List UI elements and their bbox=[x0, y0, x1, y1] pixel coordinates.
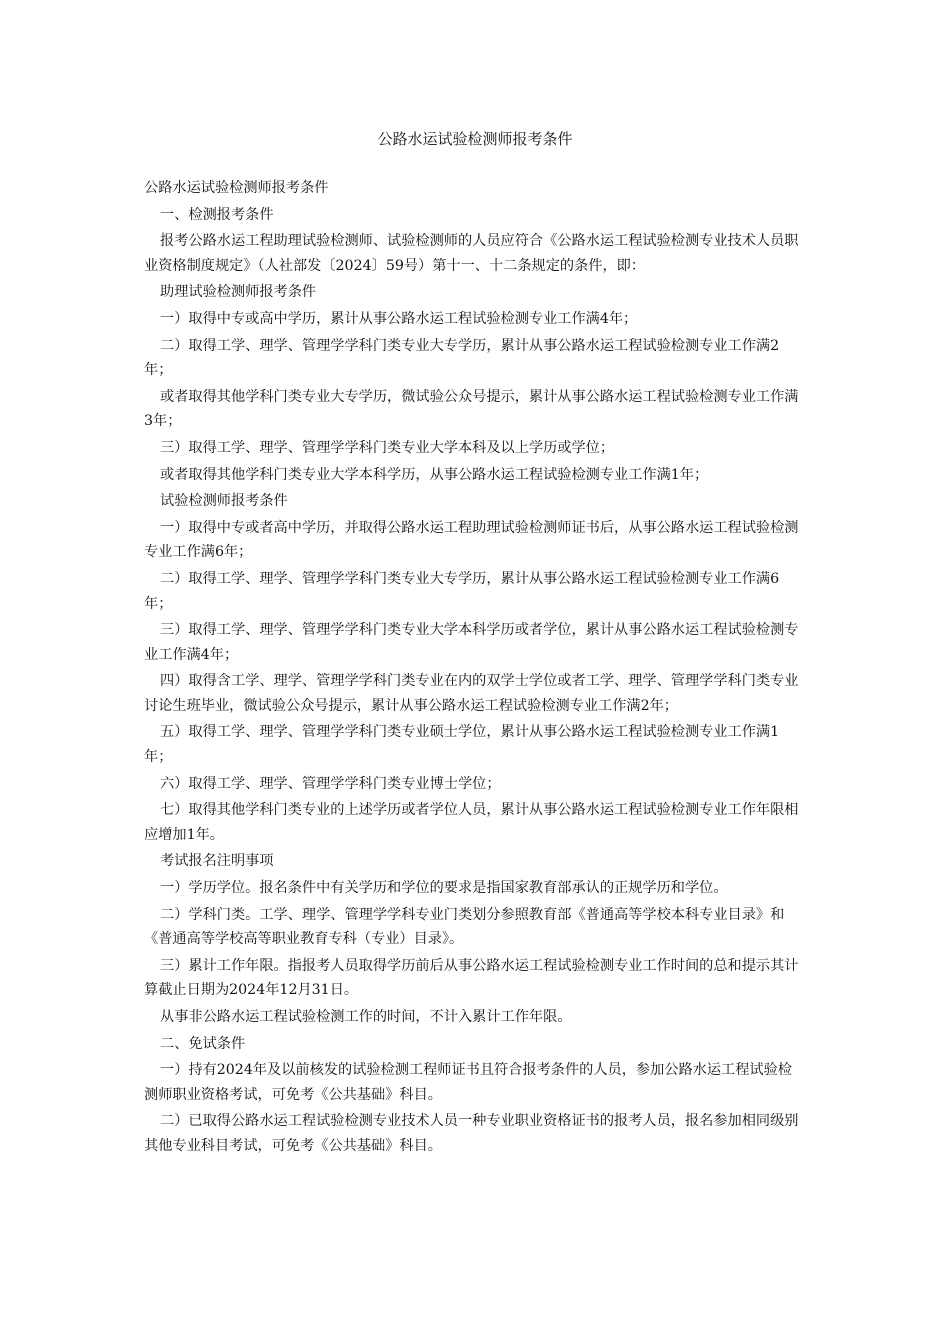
paragraph: 从事非公路水运工程试验检测工作的时间，不计入累计工作年限。 bbox=[160, 1009, 572, 1025]
list-item: 或者取得其他学科门类专业大学本科学历，从事公路水运工程试验检测专业工作满1年； bbox=[160, 466, 709, 483]
paragraph: 公路水运试验检测师报考条件 bbox=[144, 180, 329, 196]
list-item: 三）取得工学、理学、管理学学科门类专业大学本科及以上学历或学位； bbox=[160, 439, 615, 456]
paragraph: 报考公路水运工程助理试验检测师、试验检测师的人员应符合《公路水运工程试验检测专业技术人员职业资格制度规定》（人社部发〔2024〕59号）第十一、十二条规定的条件，即： bbox=[144, 233, 799, 274]
list-item: 三）累计工作年限。指报考人员取得学历前后从事公路水运工程试验检测专业工作时间的总和提示其计算截止日期为2024年12月31日。 bbox=[144, 957, 799, 999]
list-item: 六）取得工学、理学、管理学学科门类专业博士学位； bbox=[160, 775, 501, 792]
list-item: 二）已取得公路水运工程试验检测专业技术人员一种专业职业资格证书的报考人员，报名参加相同级别其他专业科目考试，可免考《公共基础》科目。 bbox=[144, 1113, 799, 1154]
subheading-engineer: 试验检测师报考条件 bbox=[160, 493, 288, 510]
list-item: 二）取得工学、理学、管理学学科门类专业大专学历，累计从事公路水运工程试验检测专业工作满6年； bbox=[144, 570, 780, 612]
list-item: 一）取得中专或者高中学历，并取得公路水运工程助理试验检测师证书后，从事公路水运工程试验检测专业工作满6年； bbox=[144, 519, 799, 561]
list-item: 一）取得中专或高中学历，累计从事公路水运工程试验检测专业工作满4年； bbox=[160, 310, 638, 327]
list-item: 四）取得含工学、理学、管理学学科门类专业在内的双学士学位或者工学、理学、管理学学科门类专业讨论生班毕业，微试验公众号提示，累计从事公路水运工程试验检测专业工作满2年； bbox=[144, 673, 799, 714]
subheading-assistant: 助理试验检测师报考条件 bbox=[160, 284, 317, 301]
section-heading-exemption: 二、免试条件 bbox=[160, 1035, 246, 1052]
list-item: 二）取得工学、理学、管理学学科门类专业大专学历，累计从事公路水运工程试验检测专业工作满2年； bbox=[144, 337, 780, 379]
list-item: 七）取得其他学科门类专业的上述学历或者学位人员，累计从事公路水运工程试验检测专业工作年限相应增加1年。 bbox=[144, 802, 799, 843]
document-body bbox=[144, 176, 804, 1161]
list-item: 五）取得工学、理学、管理学学科门类专业硕士学位，累计从事公路水运工程试验检测专业工作满1年； bbox=[144, 724, 780, 766]
document-title: 公路水运试验检测师报考条件 bbox=[377, 130, 573, 148]
list-item: 一）持有2024年及以前核发的试验检测工程师证书且符合报考条件的人员，参加公路水运工程试验检测师职业资格考试，可免考《公共基础》科目。 bbox=[144, 1062, 792, 1103]
subheading-notes: 考试报名注明事项 bbox=[160, 853, 274, 870]
list-item: 二）学科门类。工学、理学、管理学学科专业门类划分参照教育部《普通高等学校本科专业目录》和《普通高等学校高等职业教育专科（专业）目录》。 bbox=[144, 906, 785, 948]
list-item: 三）取得工学、理学、管理学学科门类专业大学本科学历或者学位，累计从事公路水运工程试验检测专业工作满4年； bbox=[144, 622, 799, 663]
list-item: 或者取得其他学科门类专业大专学历，微试验公众号提示，累计从事公路水运工程试验检测专业工作满3年； bbox=[144, 388, 799, 430]
list-item: 一）学历学位。报名条件中有关学历和学位的要求是指国家教育部承认的正规学历和学位。 bbox=[160, 880, 728, 897]
section-heading-exam-conditions: 一、检测报考条件 bbox=[160, 206, 274, 223]
